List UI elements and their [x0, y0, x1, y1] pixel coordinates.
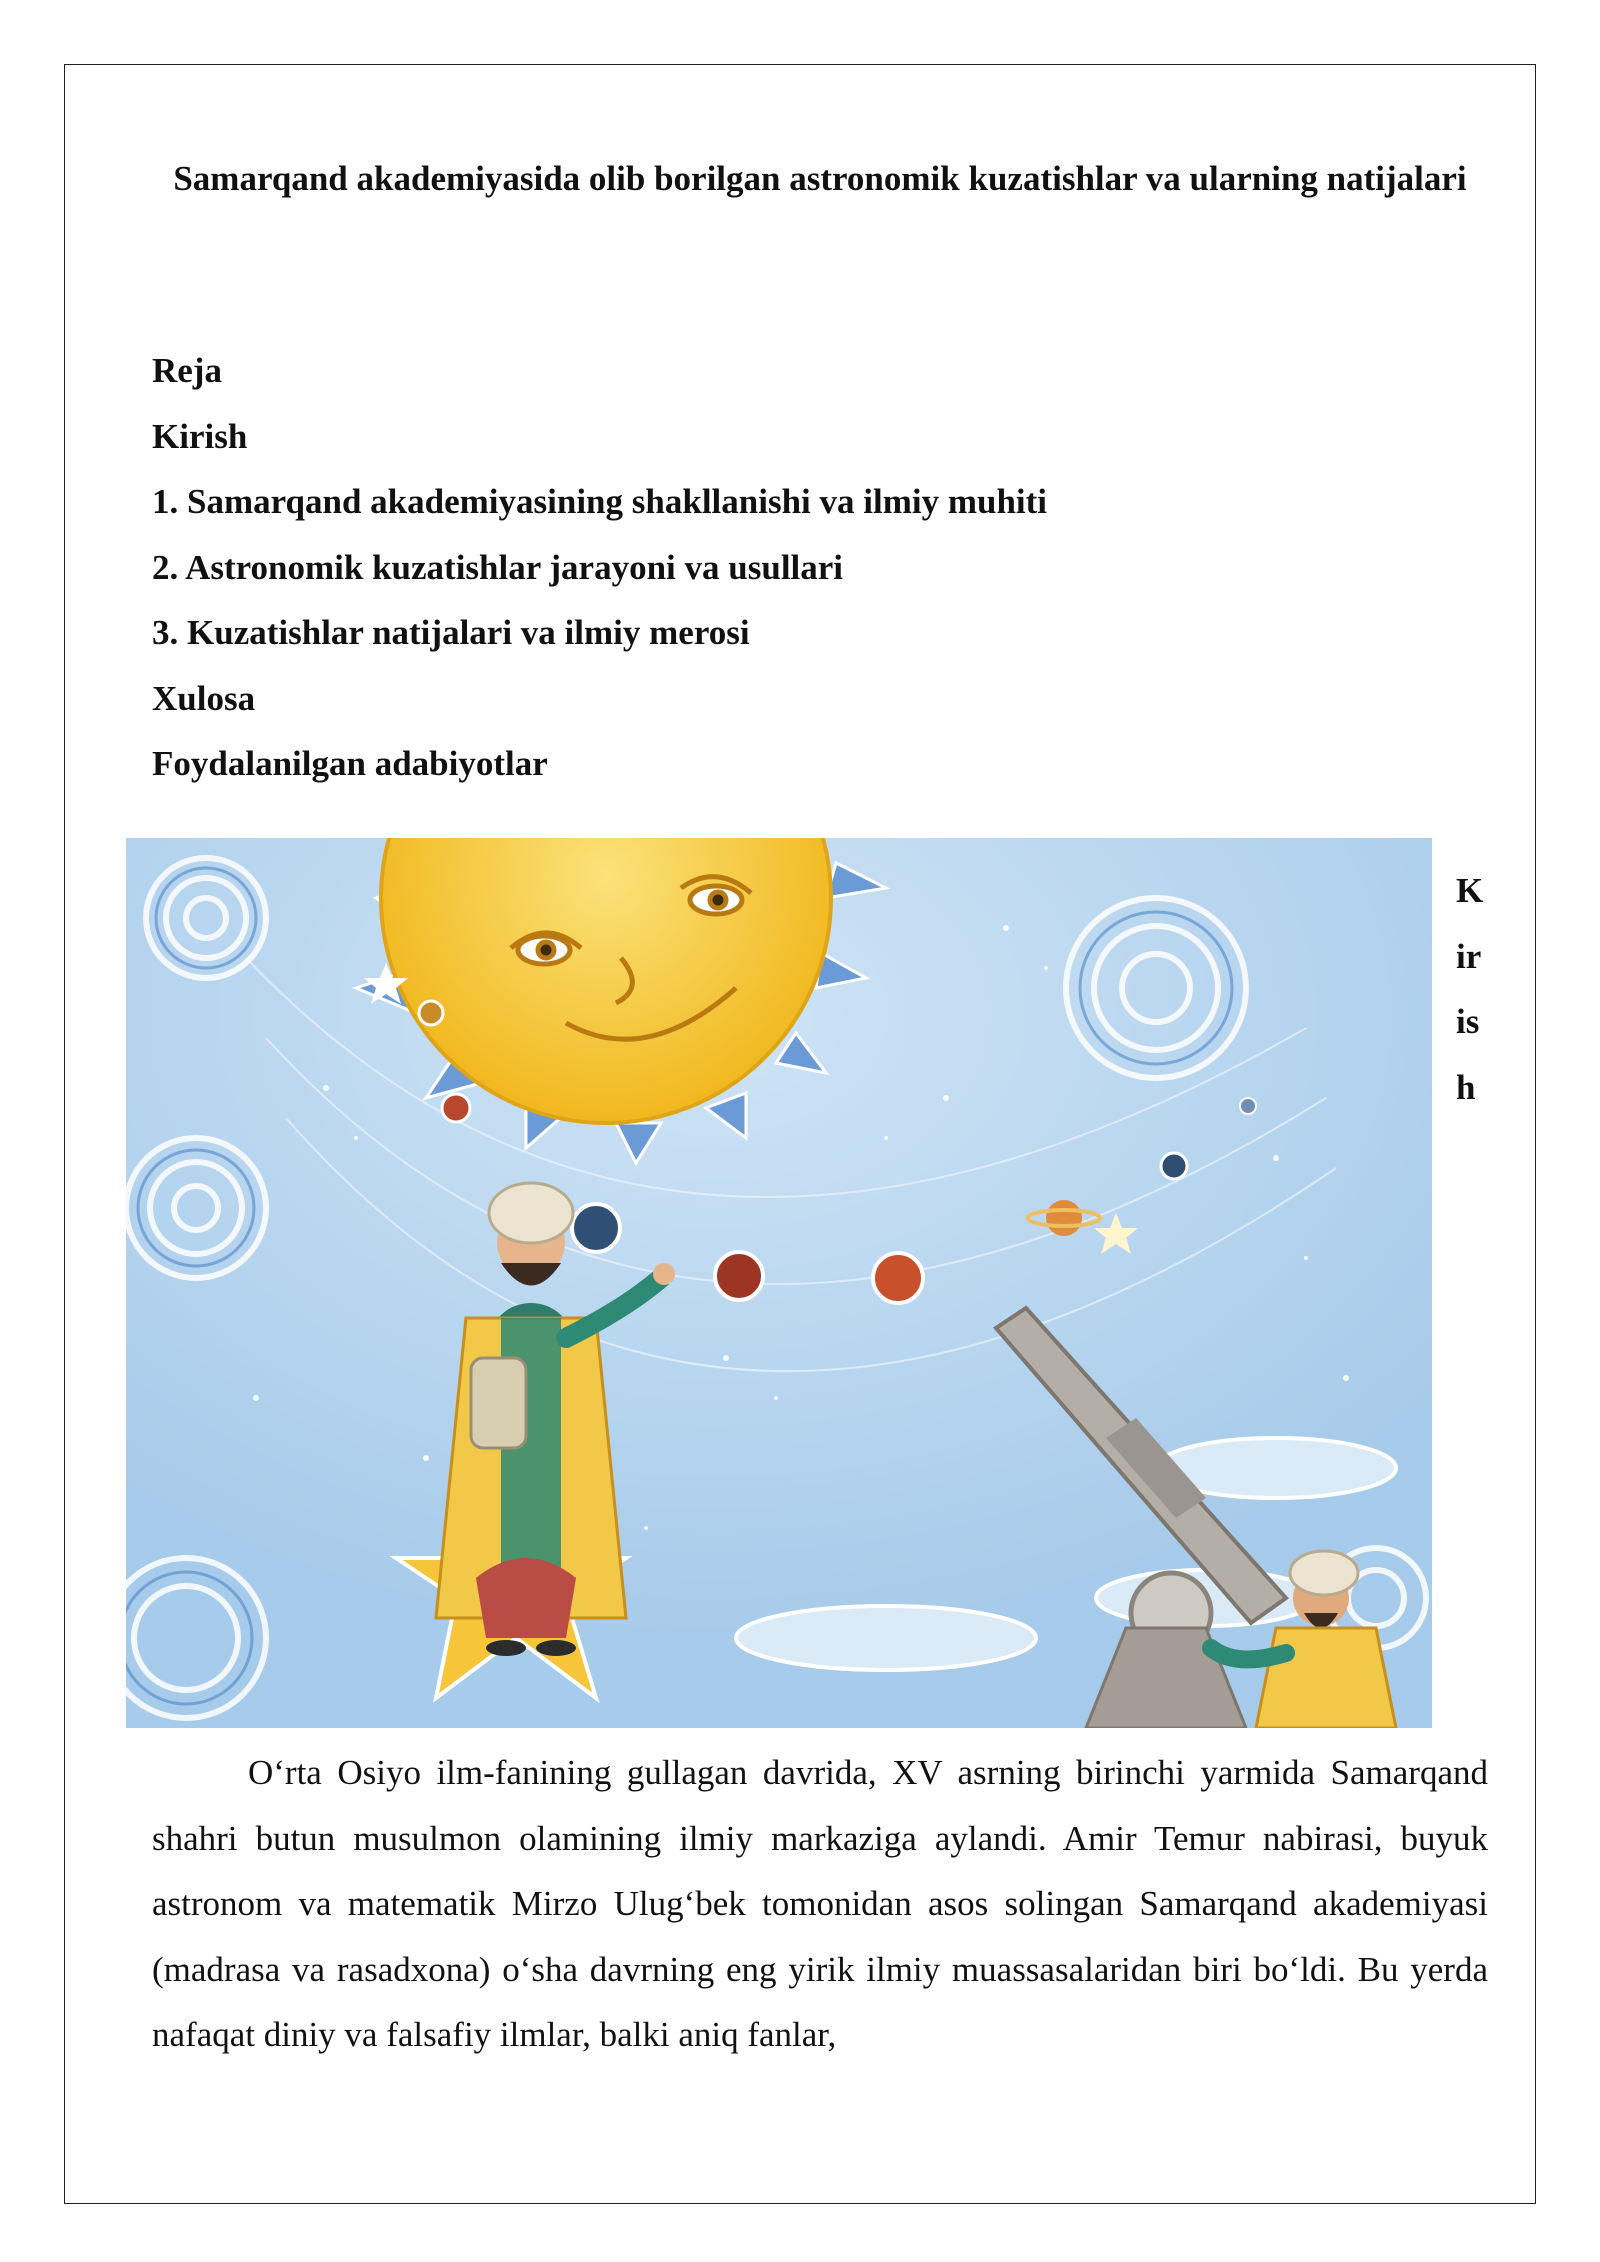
astronomy-illustration	[126, 838, 1432, 1728]
side-heading-fragment: h	[1456, 1067, 1476, 1107]
body-paragraph: O‘rta Osiyo ilm-fanining gullagan davrida, XV asrning birinchi yarmida Samarqand shahri butun musulmon olamining ilmiy markaziga aylandi. Amir Temur nabirasi, buyuk astronom va matematik Mirzo Ulug‘bek tomonidan asos solingan Samarqand akademiyasi (madrasa va rasadxona) o‘sha davrning eng yirik ilmiy muassasalaridan biri bo‘ldi. Bu yerda nafaqat diniy va falsafiy ilmlar, balki aniq fanlar,	[152, 1753, 1488, 2054]
plan-item: 2. Astronomik kuzatishlar jarayoni va usullari	[152, 547, 844, 587]
planet-icon	[442, 1094, 470, 1122]
document-title: Samarqand akademiyasida olib borilgan astronomik kuzatishlar va ularning natijalari	[173, 159, 1467, 198]
plan-item: Kirish	[152, 416, 248, 456]
side-heading-kirish	[1456, 858, 1483, 1120]
side-heading-fragment: K	[1456, 871, 1484, 910]
side-heading-fragment: is	[1456, 1002, 1480, 1041]
planet-icon	[572, 1204, 620, 1252]
plan-item: 1. Samarqand akademiyasining shakllanishi va ilmiy muhiti	[152, 482, 1048, 521]
plan-item: 3. Kuzatishlar natijalari va ilmiy merosi	[152, 613, 750, 652]
plan-heading: Reja	[152, 351, 222, 390]
plan-item: Xulosa	[152, 678, 256, 718]
plan-section	[152, 338, 1047, 797]
illustration-svg	[126, 838, 1432, 1728]
planet-icon	[419, 1001, 443, 1025]
plan-item: Foydalanilgan adabiyotlar	[152, 744, 548, 783]
planet-icon	[1240, 1098, 1256, 1114]
body-section	[152, 1740, 1488, 2068]
planet-icon	[873, 1253, 923, 1303]
planet-icon	[715, 1252, 763, 1300]
side-heading-fragment: ir	[1456, 936, 1482, 976]
planet-icon	[1161, 1153, 1187, 1179]
